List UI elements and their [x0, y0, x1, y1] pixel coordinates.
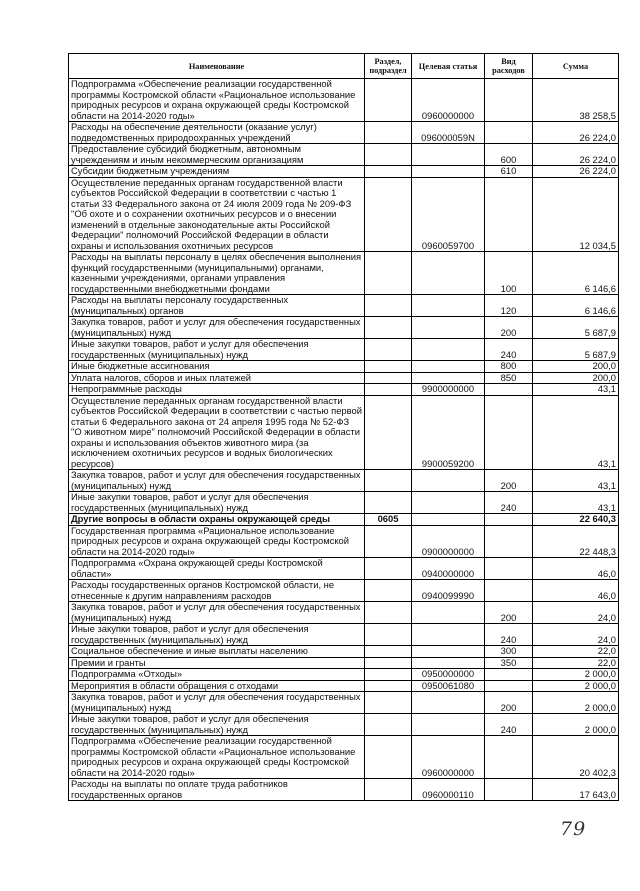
- row-expense-type: 120: [485, 295, 533, 317]
- row-target-code: [412, 492, 485, 514]
- row-target-code: 9900000000: [412, 384, 485, 396]
- table-row: [69, 602, 619, 624]
- header-amount: Сумма: [533, 54, 619, 79]
- row-target-code: [412, 295, 485, 317]
- row-amount: 26 224,0: [533, 166, 619, 178]
- table-row: [69, 252, 619, 295]
- row-amount: 6 146,6: [533, 295, 619, 317]
- row-name: Подпрограмма «Обеспечение реализации государственной программы Костромской области «Рациональное использование природных ресурсов и охрана окружающей среды Костромской области на 2014-2020 годы»: [69, 79, 365, 122]
- row-amount: 6 146,6: [533, 252, 619, 295]
- row-expense-type: [485, 514, 533, 526]
- row-name: Расходы на выплаты персоналу в целях обеспечения выполнения функций государственными (муниципальными) органами, казенными учреждениями, органами управления государственными внебюджетными фондами: [69, 252, 365, 295]
- row-section: [365, 79, 412, 122]
- row-name: Государственная программа «Рациональное использование природных ресурсов и охрана окружающей среды Костромской области на 2014-2020 годы»: [69, 525, 365, 558]
- row-section: [365, 692, 412, 714]
- row-target-code: [412, 657, 485, 669]
- table-row: [69, 558, 619, 580]
- row-target-code: 0960000110: [412, 779, 485, 801]
- row-amount: 24,0: [533, 624, 619, 646]
- row-section: [365, 361, 412, 373]
- row-section: [365, 714, 412, 736]
- table-row: [69, 779, 619, 801]
- row-target-code: [412, 372, 485, 384]
- row-name: Подпрограмма «Обеспечение реализации государственной программы Костромской области «Рациональное использование природных ресурсов и охрана окружающей среды Костромской области на 2014-2020 годы»: [69, 736, 365, 779]
- row-section: [365, 779, 412, 801]
- table-row: [69, 492, 619, 514]
- row-section: [365, 580, 412, 602]
- row-section: [365, 470, 412, 492]
- row-name: Другие вопросы в области охраны окружающей среды: [69, 514, 365, 526]
- row-amount: 46,0: [533, 580, 619, 602]
- row-name: Премии и гранты: [69, 657, 365, 669]
- row-amount: 38 258,5: [533, 79, 619, 122]
- row-expense-type: [485, 558, 533, 580]
- table-row: [69, 470, 619, 492]
- row-section: [365, 736, 412, 779]
- row-amount: 2 000,0: [533, 669, 619, 681]
- row-name: Закупка товаров, работ и услуг для обеспечения государственных (муниципальных) нужд: [69, 602, 365, 624]
- row-name: Социальное обеспечение и иные выплаты населению: [69, 646, 365, 658]
- budget-table: [68, 53, 619, 801]
- row-section: [365, 525, 412, 558]
- row-name: Непрограммные расходы: [69, 384, 365, 396]
- row-expense-type: [485, 736, 533, 779]
- table-row: [69, 736, 619, 779]
- row-amount: 5 687,9: [533, 317, 619, 339]
- row-target-code: [412, 624, 485, 646]
- row-amount: 2 000,0: [533, 714, 619, 736]
- row-target-code: 0940000000: [412, 558, 485, 580]
- row-expense-type: [485, 525, 533, 558]
- table-row: [69, 624, 619, 646]
- row-amount: 17 643,0: [533, 779, 619, 801]
- row-amount: 2 000,0: [533, 680, 619, 692]
- row-name: Закупка товаров, работ и услуг для обеспечения государственных (муниципальных) нужд: [69, 470, 365, 492]
- row-amount: 43,1: [533, 384, 619, 396]
- row-section: [365, 177, 412, 252]
- table-row: [69, 295, 619, 317]
- row-expense-type: 200: [485, 317, 533, 339]
- row-amount: 200,0: [533, 372, 619, 384]
- row-name: Иные закупки товаров, работ и услуг для обеспечения государственных (муниципальных) нужд: [69, 339, 365, 361]
- row-name: Субсидии бюджетным учреждениям: [69, 166, 365, 178]
- table-row: [69, 166, 619, 178]
- row-expense-type: [485, 680, 533, 692]
- row-target-code: 0960000000: [412, 736, 485, 779]
- row-name: Иные закупки товаров, работ и услуг для обеспечения государственных (муниципальных) нужд: [69, 624, 365, 646]
- table-row: [69, 395, 619, 470]
- row-name: Расходы на выплаты персоналу государственных (муниципальных) органов: [69, 295, 365, 317]
- row-expense-type: 600: [485, 144, 533, 166]
- row-expense-type: 610: [485, 166, 533, 178]
- row-section: [365, 492, 412, 514]
- row-section: [365, 339, 412, 361]
- row-expense-type: 240: [485, 714, 533, 736]
- row-expense-type: 240: [485, 339, 533, 361]
- row-amount: 24,0: [533, 602, 619, 624]
- row-target-code: [412, 166, 485, 178]
- row-amount: 20 402,3: [533, 736, 619, 779]
- row-section: [365, 602, 412, 624]
- row-section: [365, 646, 412, 658]
- row-target-code: [412, 252, 485, 295]
- row-name: Уплата налогов, сборов и иных платежей: [69, 372, 365, 384]
- header-section: Раздел, подраздел: [365, 54, 412, 79]
- page-number: 79: [560, 818, 587, 840]
- header-expense-type: Вид расходов: [485, 54, 533, 79]
- row-amount: 12 034,5: [533, 177, 619, 252]
- row-expense-type: [485, 779, 533, 801]
- row-amount: 43,1: [533, 470, 619, 492]
- row-target-code: 0960059700: [412, 177, 485, 252]
- row-amount: 46,0: [533, 558, 619, 580]
- row-name: Подпрограмма «Охрана окружающей среды Костромской области»: [69, 558, 365, 580]
- row-expense-type: 240: [485, 492, 533, 514]
- table-body: [69, 79, 619, 801]
- row-target-code: [412, 144, 485, 166]
- row-section: [365, 372, 412, 384]
- row-target-code: 0900000000: [412, 525, 485, 558]
- row-target-code: 0960000000: [412, 79, 485, 122]
- row-name: Расходы на выплаты по оплате труда работников государственных органов: [69, 779, 365, 801]
- table-row: [69, 525, 619, 558]
- row-target-code: 0940099990: [412, 580, 485, 602]
- row-amount: 2 000,0: [533, 692, 619, 714]
- header-target: Целевая статья: [412, 54, 485, 79]
- table-row: [69, 580, 619, 602]
- row-section: [365, 669, 412, 681]
- row-expense-type: 800: [485, 361, 533, 373]
- row-section: [365, 657, 412, 669]
- row-name: Закупка товаров, работ и услуг для обеспечения государственных (муниципальных) нужд: [69, 317, 365, 339]
- row-expense-type: [485, 79, 533, 122]
- row-amount: 26 224,0: [533, 144, 619, 166]
- row-section: [365, 295, 412, 317]
- row-name: Иные бюджетные ассигнования: [69, 361, 365, 373]
- table-row: [69, 79, 619, 122]
- row-target-code: 0950000000: [412, 669, 485, 681]
- row-section: [365, 252, 412, 295]
- header-row: [69, 54, 619, 79]
- row-expense-type: [485, 395, 533, 470]
- table-row: [69, 384, 619, 396]
- row-amount: 26 224,0: [533, 122, 619, 144]
- row-target-code: [412, 714, 485, 736]
- table-row: [69, 177, 619, 252]
- row-name: Осуществление переданных органам государственной власти субъектов Российской Федерации в соответствии с частью первой статьи 6 Федерального закона от 24 апреля 1995 года № 52-ФЗ "О животном мире" полномочий Российской Федерации в области охраны и использования объектов животного мира (за исключением охотничьих ресурсов и водных биологических ресурсов): [69, 395, 365, 470]
- table-row: [69, 372, 619, 384]
- row-expense-type: 850: [485, 372, 533, 384]
- row-expense-type: [485, 177, 533, 252]
- row-amount: 22,0: [533, 657, 619, 669]
- row-target-code: [412, 692, 485, 714]
- row-name: Иные закупки товаров, работ и услуг для обеспечения государственных (муниципальных) нужд: [69, 714, 365, 736]
- row-target-code: [412, 361, 485, 373]
- row-target-code: [412, 339, 485, 361]
- table-row: [69, 657, 619, 669]
- table-row: [69, 361, 619, 373]
- row-amount: 22 448,3: [533, 525, 619, 558]
- row-amount: 5 687,9: [533, 339, 619, 361]
- row-expense-type: 200: [485, 692, 533, 714]
- table-row: [69, 646, 619, 658]
- row-name: Предоставление субсидий бюджетным, автономным учреждениям и иным некоммерческим организациям: [69, 144, 365, 166]
- table-row: [69, 692, 619, 714]
- row-target-code: 096000059N: [412, 122, 485, 144]
- row-section: [365, 395, 412, 470]
- header-name: Наименование: [69, 54, 365, 79]
- table-row: [69, 317, 619, 339]
- row-name: Расходы на обеспечение деятельности (оказание услуг) подведомственных природоохранных учреждений: [69, 122, 365, 144]
- row-expense-type: 100: [485, 252, 533, 295]
- row-expense-type: [485, 669, 533, 681]
- table-row: [69, 680, 619, 692]
- table-row: [69, 514, 619, 526]
- row-section: [365, 122, 412, 144]
- row-section: [365, 384, 412, 396]
- row-section: [365, 680, 412, 692]
- row-expense-type: 240: [485, 624, 533, 646]
- row-name: Иные закупки товаров, работ и услуг для обеспечения государственных (муниципальных) нужд: [69, 492, 365, 514]
- table-row: [69, 144, 619, 166]
- row-name: Расходы государственных органов Костромской области, не отнесенные к другим направлениям расходов: [69, 580, 365, 602]
- row-expense-type: [485, 384, 533, 396]
- row-amount: 43,1: [533, 492, 619, 514]
- row-amount: 43,1: [533, 395, 619, 470]
- table-row: [69, 122, 619, 144]
- table-row: [69, 339, 619, 361]
- row-section: [365, 624, 412, 646]
- table-row: [69, 714, 619, 736]
- row-expense-type: 350: [485, 657, 533, 669]
- row-target-code: 0950061080: [412, 680, 485, 692]
- table-row: [69, 669, 619, 681]
- row-section: [365, 144, 412, 166]
- row-expense-type: 200: [485, 602, 533, 624]
- row-target-code: [412, 646, 485, 658]
- row-target-code: [412, 514, 485, 526]
- row-amount: 200,0: [533, 361, 619, 373]
- row-expense-type: [485, 122, 533, 144]
- row-amount: 22,0: [533, 646, 619, 658]
- row-section: [365, 166, 412, 178]
- row-name: Осуществление переданных органам государственной власти субъектов Российской Федерации в соответствии с частью 1 статьи 33 Федерального закона от 24 июля 2009 года № 209-ФЗ "Об охоте и о сохранении охотничьих ресурсов и о внесении изменений в отдельные законодательные акты Российской Федерации" полномочий Российской Федерации в области охраны и использования охотничьих ресурсов: [69, 177, 365, 252]
- row-name: Подпрограмма «Отходы»: [69, 669, 365, 681]
- row-target-code: 9900059200: [412, 395, 485, 470]
- row-target-code: [412, 602, 485, 624]
- row-target-code: [412, 317, 485, 339]
- row-amount: 22 640,3: [533, 514, 619, 526]
- row-expense-type: 300: [485, 646, 533, 658]
- row-name: Закупка товаров, работ и услуг для обеспечения государственных (муниципальных) нужд: [69, 692, 365, 714]
- row-target-code: [412, 470, 485, 492]
- row-name: Мероприятия в области обращения с отходами: [69, 680, 365, 692]
- row-expense-type: [485, 580, 533, 602]
- row-expense-type: 200: [485, 470, 533, 492]
- row-section: 0605: [365, 514, 412, 526]
- row-section: [365, 558, 412, 580]
- row-section: [365, 317, 412, 339]
